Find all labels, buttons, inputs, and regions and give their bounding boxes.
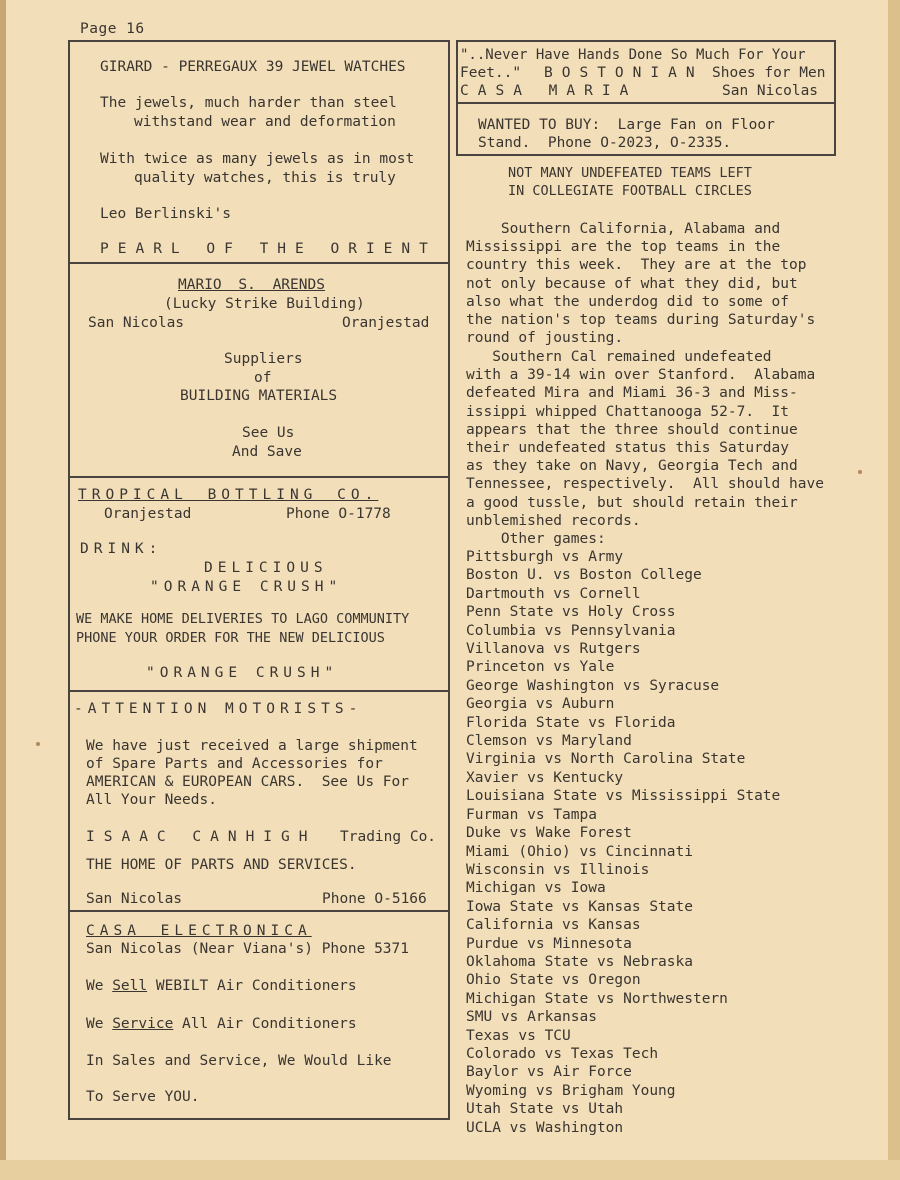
article-paragraph xyxy=(466,220,815,347)
game-matchup: Clemson vs Maryland xyxy=(466,733,632,750)
ad-text-part: We xyxy=(86,1016,113,1032)
article-paragraph xyxy=(466,348,824,530)
ad-brand: BOSTONIAN xyxy=(544,65,704,81)
article-line: Tennessee, respectively. All should have xyxy=(466,476,824,493)
ad-text: With twice as many jewels as in most xyxy=(100,151,415,167)
ad-city: Oranjestad xyxy=(104,506,192,522)
ad-text: WANTED TO BUY: Large Fan on Floor xyxy=(478,117,775,133)
ad-city: Oranjestad xyxy=(342,315,430,331)
paper-speck xyxy=(858,470,862,474)
game-matchup: Wisconsin vs Illinois xyxy=(466,861,650,878)
game-matchup: Georgia vs Auburn xyxy=(466,696,615,713)
game-matchup: SMU vs Arkansas xyxy=(466,1009,597,1026)
ad-divider xyxy=(456,154,836,156)
game-matchup: Oklahoma State vs Nebraska xyxy=(466,953,693,970)
article-line: a good tussle, but should retain their xyxy=(466,494,798,511)
ad-city: San Nicolas xyxy=(86,891,183,907)
article-line: the nation's top teams during Saturday's xyxy=(466,312,816,329)
article-line: appears that the three should continue xyxy=(466,421,798,438)
game-matchup: Michigan State vs Northwestern xyxy=(466,990,728,1007)
ad-divider xyxy=(68,1118,450,1120)
game-matchup: Utah State vs Utah xyxy=(466,1101,624,1118)
game-matchup: Furman vs Tampa xyxy=(466,806,597,823)
ad-text: "ORANGE CRUSH" xyxy=(146,665,339,681)
ad-text: We have just received a large shipment xyxy=(86,738,418,754)
page-edge xyxy=(888,0,900,1180)
article-line: also what the underdog did to some of xyxy=(466,293,790,310)
ad-title: CASA ELECTRONICA xyxy=(86,923,312,939)
ad-divider xyxy=(68,476,450,478)
ad-text: THE HOME OF PARTS AND SERVICES. xyxy=(86,857,357,873)
ad-text: WE MAKE HOME DELIVERIES TO LAGO COMMUNITY xyxy=(76,611,410,627)
ad-text: See Us xyxy=(242,425,295,441)
ad-text: In Sales and Service, We Would Like xyxy=(86,1053,392,1069)
ad-text: AMERICAN & EUROPEAN CARS. See Us For xyxy=(86,774,410,790)
game-matchup: Princeton vs Yale xyxy=(466,659,615,676)
game-matchup: Pittsburgh vs Army xyxy=(466,549,624,565)
ad-text: And Save xyxy=(232,444,302,460)
game-matchup: Texas vs TCU xyxy=(466,1027,571,1044)
ad-tagline: PEARL OF THE ORIENT xyxy=(100,241,437,257)
ad-divider xyxy=(68,40,450,42)
game-matchup: Boston U. vs Boston College xyxy=(466,567,702,584)
game-matchup: Duke vs Wake Forest xyxy=(466,825,632,842)
article-headline: IN COLLEGIATE FOOTBALL CIRCLES xyxy=(508,183,752,199)
ad-text xyxy=(86,1015,357,1033)
ad-text: All Your Needs. xyxy=(86,792,217,808)
paper-speck xyxy=(36,742,40,746)
ad-divider xyxy=(68,910,450,912)
article-headline: NOT MANY UNDEFEATED TEAMS LEFT xyxy=(508,165,752,181)
game-matchup: Purdue vs Minnesota xyxy=(466,935,632,952)
column-rule xyxy=(834,40,836,156)
game-matchup: Xavier vs Kentucky xyxy=(466,769,624,786)
ad-text: BUILDING MATERIALS xyxy=(180,388,338,404)
game-matchup: George Washington vs Syracuse xyxy=(466,677,720,694)
game-matchup: Ohio State vs Oregon xyxy=(466,972,641,989)
ad-divider xyxy=(68,262,450,264)
article-line: unblemished records. xyxy=(466,512,641,529)
game-matchup: Miami (Ohio) vs Cincinnati xyxy=(466,843,693,860)
game-matchup: Dartmouth vs Cornell xyxy=(466,585,641,602)
game-matchup: California vs Kansas xyxy=(466,917,641,934)
ad-text: of Spare Parts and Accessories for xyxy=(86,756,383,772)
ad-title: GIRARD - PERREGAUX 39 JEWEL WATCHES xyxy=(100,59,406,75)
game-matchup: Colorado vs Texas Tech xyxy=(466,1045,659,1062)
game-matchup: Louisiana State vs Mississippi State xyxy=(466,788,781,805)
article-line: round of jousting. xyxy=(466,330,624,347)
ad-address: San Nicolas (Near Viana's) Phone 5371 xyxy=(86,941,410,957)
column-rule xyxy=(68,40,70,1120)
ad-text: The jewels, much harder than steel xyxy=(100,95,397,111)
article-line: defeated Mira and Miami 36-3 and Miss- xyxy=(466,385,798,402)
article-line: issippi whipped Chattanooga 52-7. It xyxy=(466,403,790,420)
article-subheading: Other games: xyxy=(466,531,606,547)
game-matchup: Penn State vs Holy Cross xyxy=(466,604,676,621)
ad-text: PHONE YOUR ORDER FOR THE NEW DELICIOUS xyxy=(76,630,385,646)
page-edge xyxy=(0,0,6,1180)
ad-divider xyxy=(68,690,450,692)
ad-text-part: We xyxy=(86,978,113,994)
game-matchup: Iowa State vs Kansas State xyxy=(466,898,693,915)
article-line: not only because of what they did, but xyxy=(466,275,798,292)
game-matchup: Columbia vs Pennsylvania xyxy=(466,622,676,639)
ad-phone: Phone O-1778 xyxy=(286,506,391,522)
game-matchup: UCLA vs Washington xyxy=(466,1119,624,1136)
games-list xyxy=(466,548,780,1137)
page-number: Page 16 xyxy=(80,21,145,37)
ad-phone: Phone O-5166 xyxy=(322,891,427,907)
ad-text: Suppliers xyxy=(224,351,303,367)
ad-company: ISAAC CANHIGH xyxy=(86,829,317,845)
ad-text: of xyxy=(254,370,272,386)
article-line: with a 39-14 win over Stanford. Alabama xyxy=(466,367,816,384)
ad-title: MARIO S. ARENDS xyxy=(178,277,325,293)
ad-text-emphasis: Service xyxy=(112,1016,174,1032)
ad-text: "..Never Have Hands Done So Much For Your xyxy=(460,47,806,63)
game-matchup: Wyoming vs Brigham Young xyxy=(466,1082,676,1099)
column-rule xyxy=(448,40,450,1120)
ad-city: San Nicolas xyxy=(722,83,819,99)
ad-text: (Lucky Strike Building) xyxy=(164,296,365,312)
ad-text: "ORANGE CRUSH" xyxy=(150,579,343,595)
page-edge xyxy=(0,1160,900,1180)
game-matchup: Baylor vs Air Force xyxy=(466,1064,632,1081)
ad-text: DELICIOUS xyxy=(204,560,328,576)
column-rule xyxy=(456,40,458,156)
article-line: country this week. They are at the top xyxy=(466,257,807,274)
ad-text: quality watches, this is truly xyxy=(134,170,396,186)
ad-text-part: WEBILT Air Conditioners xyxy=(147,978,357,994)
ad-text: Leo Berlinski's xyxy=(100,206,231,222)
ad-text-emphasis: Sell xyxy=(112,978,148,994)
ad-divider xyxy=(456,40,836,42)
ad-company: CASA MARIA xyxy=(460,83,638,99)
article-line: Mississippi are the top teams in the xyxy=(466,239,781,256)
ad-text: Trading Co. xyxy=(340,829,437,845)
ad-title: TROPICAL BOTTLING CO. xyxy=(78,487,379,503)
article-line: Southern California, Alabama and xyxy=(466,221,781,237)
ad-text: Feet.." xyxy=(460,65,522,81)
ad-city: San Nicolas xyxy=(88,315,185,331)
ad-title: -ATTENTION MOTORISTS- xyxy=(74,701,363,717)
ad-text-part: All Air Conditioners xyxy=(173,1016,357,1032)
article-line: as they take on Navy, Georgia Tech and xyxy=(466,458,798,475)
game-matchup: Florida State vs Florida xyxy=(466,714,676,731)
game-matchup: Michigan vs Iowa xyxy=(466,880,606,897)
ad-text xyxy=(86,977,357,995)
ad-text: DRINK: xyxy=(80,541,163,557)
ad-text: To Serve YOU. xyxy=(86,1089,200,1105)
ad-text: withstand wear and deformation xyxy=(134,114,396,130)
article-line: Southern Cal remained undefeated xyxy=(466,349,772,365)
ad-text: Stand. Phone O-2023, O-2335. xyxy=(478,135,732,151)
game-matchup: Virginia vs North Carolina State xyxy=(466,751,746,768)
article-line: their undefeated status this Saturday xyxy=(466,440,790,457)
game-matchup: Villanova vs Rutgers xyxy=(466,641,641,658)
ad-divider xyxy=(456,102,836,104)
ad-text: Shoes for Men xyxy=(712,65,826,81)
